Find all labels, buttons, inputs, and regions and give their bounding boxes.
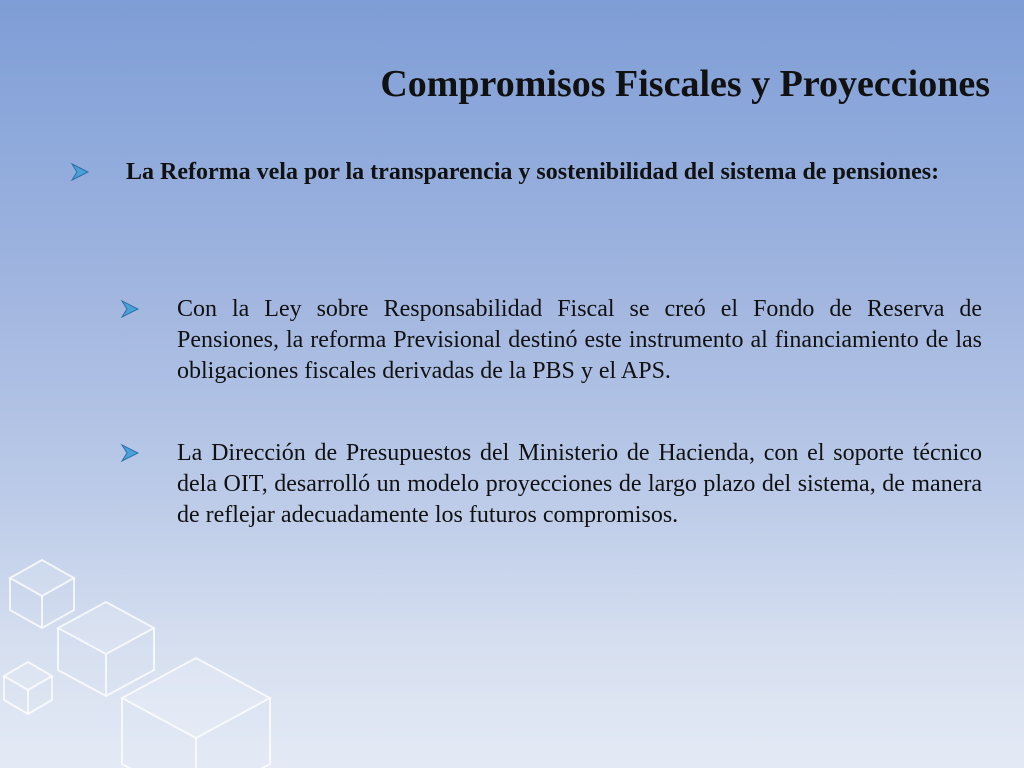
decorative-cubes: [0, 538, 300, 768]
bullet-level-2: [120, 438, 982, 531]
arrow-bullet-icon: [120, 299, 140, 319]
bullet-level-1: [70, 157, 982, 187]
bullet-text: Con la Ley sobre Responsabilidad Fiscal se creó el Fondo de Reserva de Pensiones, la reforma Previsional destinó este instrumento al financiamiento de las obligaciones fiscales derivadas de la PBS y el APS.: [177, 296, 982, 384]
slide-title: Compromisos Fiscales y Proyecciones: [380, 63, 990, 105]
arrow-bullet-icon: [70, 162, 90, 182]
bullet-level-2: [120, 294, 982, 387]
arrow-bullet-icon: [120, 443, 140, 463]
bullet-text: La Reforma vela por la transparencia y sostenibilidad del sistema de pensiones:: [126, 159, 940, 185]
bullet-text: La Dirección de Presupuestos del Ministerio de Hacienda, con el soporte técnico dela OIT, desarrolló un modelo proyecciones de largo plazo del sistema, de manera de reflejar adecuadamente los futuros compromisos.: [177, 440, 982, 528]
